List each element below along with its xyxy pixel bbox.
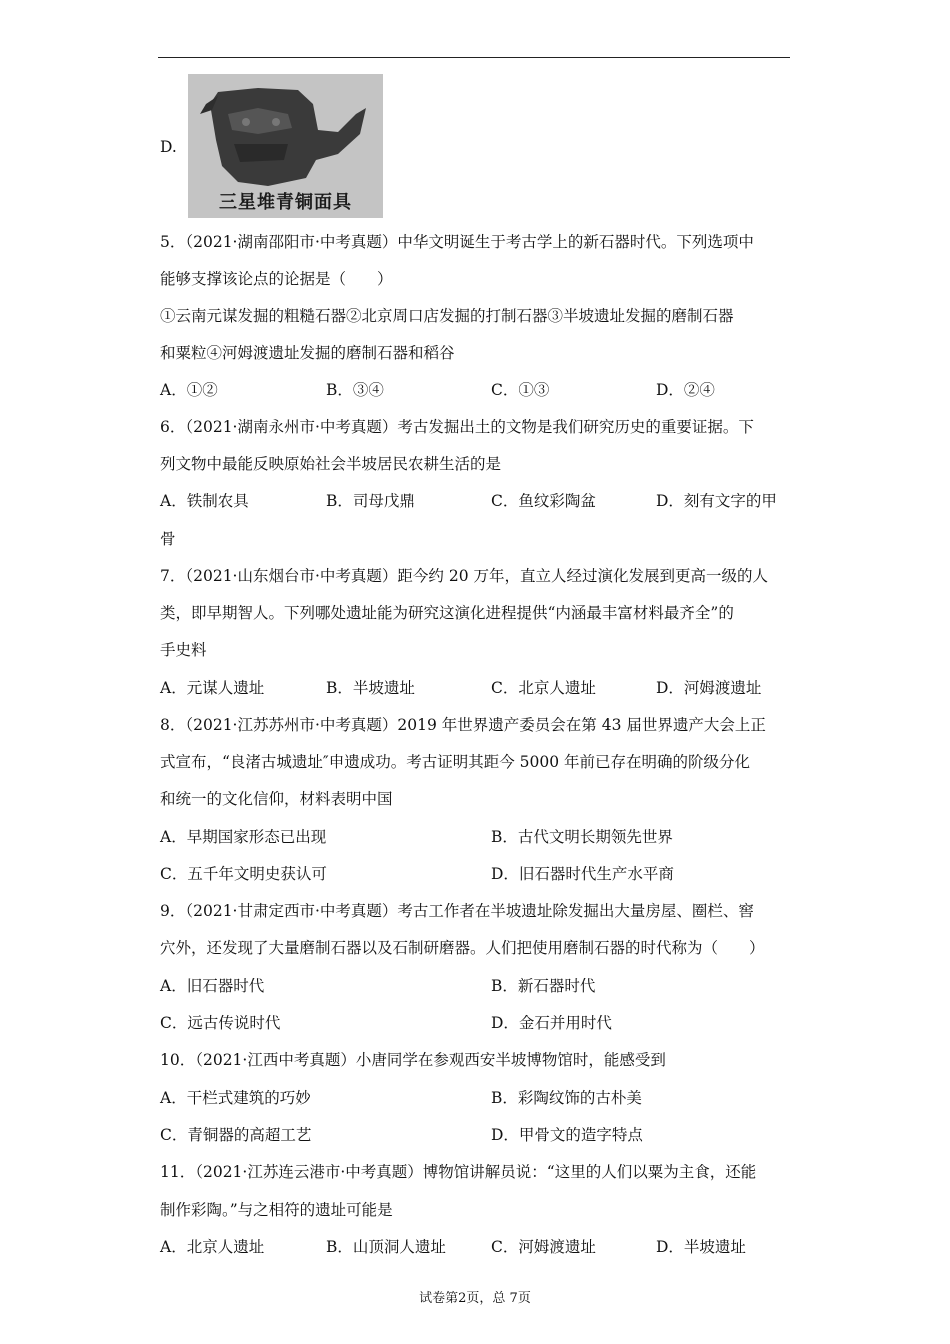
- q7-stem-line-1: 7．（2021·山东烟台市·中考真题）距今约 20 万年，直立人经过演化发展到更高一级的人: [160, 567, 768, 585]
- q10-option-a: A．干栏式建筑的巧妙: [160, 1089, 311, 1107]
- q7-stem-line-2: 类，即早期智人。下列哪处遗址能为研究这演化进程提供“内涵最丰富材料最齐全”的: [160, 604, 734, 622]
- q6-option-b: B．司母戊鼎: [326, 492, 415, 510]
- q5-stem-line-1: 5．（2021·湖南邵阳市·中考真题）中华文明诞生于考古学上的新石器时代。下列选项中: [160, 233, 754, 251]
- q7-option-d: D．河姆渡遗址: [656, 679, 762, 697]
- q9-option-c: C．远古传说时代: [160, 1014, 281, 1032]
- q9-option-b: B．新石器时代: [491, 977, 596, 995]
- q9-stem-line-2: 穴外，还发现了大量磨制石器以及石制研磨器。人们把使用磨制石器的时代称为（ ）: [160, 939, 765, 957]
- q11-option-b: B．山顶洞人遗址: [326, 1238, 446, 1256]
- q11-stem-line-2: 制作彩陶。”与之相符的遗址可能是: [160, 1201, 393, 1219]
- q5-stem-line-2: 能够支撑该论点的论据是（ ）: [160, 270, 393, 288]
- q4-option-d-label: D.: [160, 138, 177, 156]
- q11-option-c: C．河姆渡遗址: [491, 1238, 596, 1256]
- sanxingdui-mask-photo: [188, 74, 383, 218]
- q8-option-d: D．旧石器时代生产水平商: [491, 865, 674, 883]
- q6-stem-line-1: 6．（2021·湖南永州市·中考真题）考古发掘出土的文物是我们研究历史的重要证据。下: [160, 418, 754, 436]
- header-rule: [158, 57, 790, 58]
- q6-stem-line-2: 列文物中最能反映原始社会半坡居民农耕生活的是: [160, 455, 502, 473]
- q9-option-a: A．旧石器时代: [160, 977, 265, 995]
- q5-option-a: A．①②: [160, 381, 218, 399]
- q5-option-b: B．③④: [326, 381, 384, 399]
- q8-stem-line-3: 和统一的文化信仰，材料表明中国: [160, 790, 393, 808]
- q6-option-a: A．铁制农具: [160, 492, 249, 510]
- q8-stem-line-2: 式宣布，“良渚古城遗址″申遗成功。考古证明其距今 5000 年前已存在明确的阶级分化: [160, 753, 751, 771]
- q6-option-d-wrap: 骨: [160, 530, 176, 548]
- q9-option-d: D．金石并用时代: [491, 1014, 612, 1032]
- q6-option-c: C．鱼纹彩陶盆: [491, 492, 596, 510]
- image-caption: 三星堆青铜面具: [219, 192, 352, 213]
- q7-option-b: B．半坡遗址: [326, 679, 415, 697]
- q7-option-a: A．元谋人遗址: [160, 679, 265, 697]
- q8-stem-line-1: 8．（2021·江苏苏州市·中考真题）2019 年世界遗产委员会在第 43 届世界遗产大会上正: [160, 716, 766, 734]
- q6-option-d: D．刻有文字的甲: [656, 492, 777, 510]
- page-footer: 试卷第2页，总 7页: [419, 1291, 531, 1306]
- q7-option-c: C．北京人遗址: [491, 679, 596, 697]
- q11-option-a: A．北京人遗址: [160, 1238, 265, 1256]
- q5-stem-line-4: 和粟粒④河姆渡遗址发掘的磨制石器和稻谷: [160, 344, 455, 362]
- q5-stem-line-3: ①云南元谋发掘的粗糙石器②北京周口店发掘的打制石器③半坡遗址发掘的磨制石器: [160, 307, 734, 325]
- q10-stem-line-1: 10．（2021·江西中考真题）小唐同学在参观西安半坡博物馆时，能感受到: [160, 1051, 666, 1069]
- q5-option-d: D．②④: [656, 381, 715, 399]
- q10-option-c: C．青铜器的高超工艺: [160, 1126, 312, 1144]
- q10-option-d: D．甲骨文的造字特点: [491, 1126, 643, 1144]
- q8-option-c: C．五千年文明史获认可: [160, 865, 327, 883]
- q11-stem-line-1: 11．（2021·江苏连云港市·中考真题）博物馆讲解员说：“这里的人们以粟为主食，还能: [160, 1163, 757, 1181]
- q8-option-b: B．古代文明长期领先世界: [491, 828, 673, 846]
- q7-stem-line-3: 手史料: [160, 641, 207, 659]
- q10-option-b: B．彩陶纹饰的古朴美: [491, 1089, 642, 1107]
- q8-option-a: A．早期国家形态已出现: [160, 828, 327, 846]
- q5-option-c: C．①③: [491, 381, 550, 399]
- q11-option-d: D．半坡遗址: [656, 1238, 746, 1256]
- q9-stem-line-1: 9．（2021·甘肃定西市·中考真题）考古工作者在半坡遗址除发掘出大量房屋、圈栏、窖: [160, 902, 754, 920]
